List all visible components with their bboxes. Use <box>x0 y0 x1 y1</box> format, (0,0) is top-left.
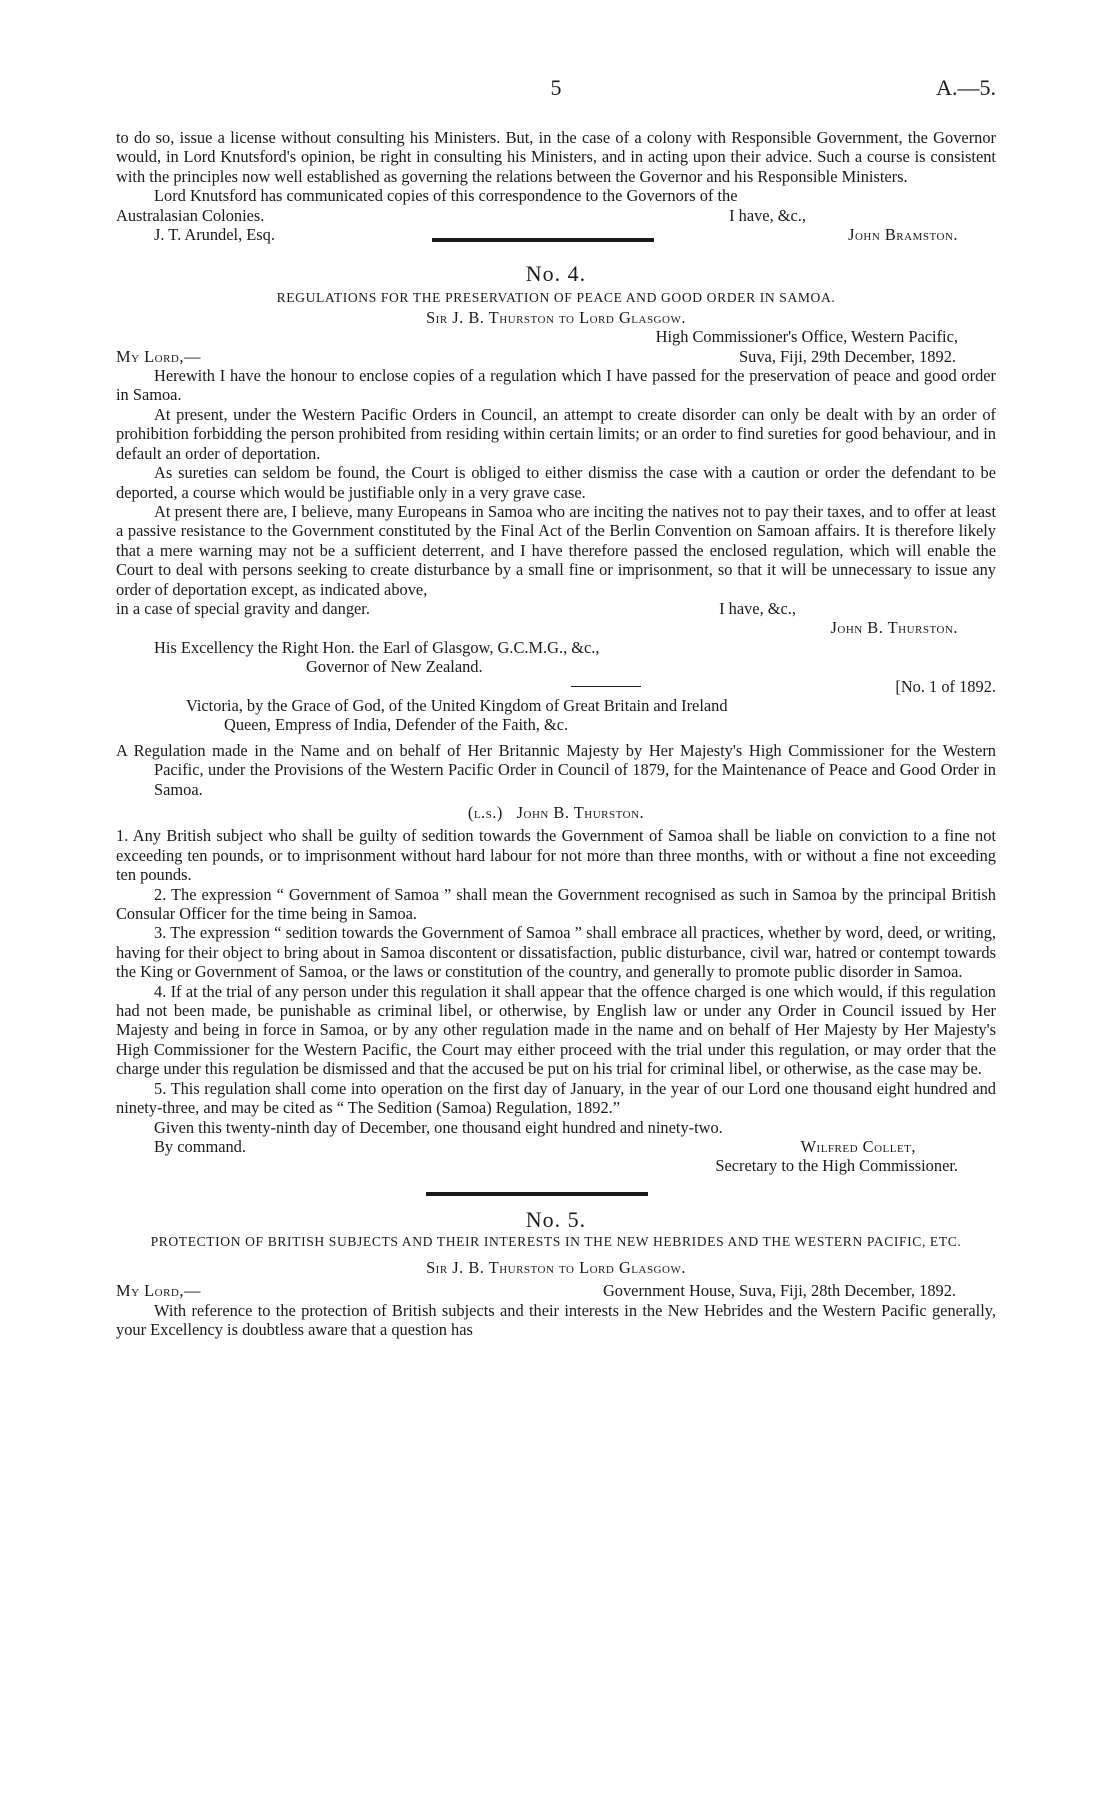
paragraph: As sureties can seldom be found, the Court is obliged to either dismiss the case with a caution or order the defendant to be deported, a course which would be justifiable only in a very grave case. <box>116 463 996 502</box>
signature-thurston: John B. Thurston. <box>830 618 958 638</box>
section-4-office: High Commissioner's Office, Western Pacific, <box>655 327 958 347</box>
regulation-intro: A Regulation made in the Name and on behalf of Her Britannic Majesty by Her Majesty's High Commissioner for the Western Pacific, under the Provisions of the Western Pacific Order in Council of 1879, for the Maintenance of Peace and Good Order in Samoa. <box>116 740 996 799</box>
enclosure-number: [No. 1 of 1892. <box>895 676 996 696</box>
enclosure-row <box>116 677 996 696</box>
given-line: Given this twenty-ninth day of December, one thousand eight hundred and ninety-two. <box>154 1117 723 1137</box>
signature-bramston: John Bramston. <box>848 225 958 245</box>
section-4-salutation-row <box>116 347 996 366</box>
section-4-number: No. 4. <box>525 261 587 287</box>
place-date: Suva, Fiji, 29th December, 1892. <box>739 346 956 366</box>
paragraph: At present there are, I believe, many Europeans in Samoa who are inciting the natives not to pay their taxes, and to offer at least a passive resistance to the Government constituted by the Final Act of the Berlin Convention on Samoan affairs. It is therefore likely that a mere warning may not be a sufficient deterrent, and I have therefore passed the enclosed regulation, which will enable the Court to deal with persons seeking to create disturbance by a small fine or imprisonment, so that it will be unnecessary to issue any order of deportation except, as indicated above, <box>116 501 996 599</box>
place-date: Government House, Suva, Fiji, 28th December, 1892. <box>602 1281 956 1301</box>
paragraph: With reference to the protection of British subjects and their interests in the New Hebrides and the Western Pacific generally, your Excellency is doubtless aware that a question has <box>116 1300 996 1339</box>
by-command: By command. <box>154 1136 246 1156</box>
victoria-line-1: Victoria, by the Grace of God, of the United Kingdom of Great Britain and Ireland <box>186 695 728 715</box>
salutation: My Lord,— <box>116 346 201 366</box>
signature-collet: Wilfred Collet, <box>800 1136 916 1156</box>
document-body <box>116 128 996 1339</box>
opening-paragraph: to do so, issue a license without consulting his Ministers. But, in the case of a colony with Responsible Government, the Governor would, in Lord Knutsford's opinion, be right in consulting his Ministers, and in acting upon their advice. Such a course is consistent with the principles now well established as governing the relations between the Governor and his Responsible Ministers. <box>116 128 996 186</box>
section-divider <box>432 238 654 242</box>
section-5-number: No. 5. <box>525 1206 587 1232</box>
clause: 3. The expression “ sedition towards the Government of Samoa ” shall embrace all practices, whether by word, deed, or writing, having for their object to bring about in Samoa discontent or dissatisfaction, public disturbance, civil war, hatred or contempt towards the King or Government of Samoa, or the laws or constitution of the country, and generally to promote public disorder in Samoa. <box>116 923 996 982</box>
salutation: My Lord,— <box>116 1281 201 1301</box>
command-row <box>116 1137 996 1156</box>
addressee-row <box>116 225 996 244</box>
paragraph: At present, under the Western Pacific Orders in Council, an attempt to create disorder can only be dealt with by an order of prohibition forbidding the person prohibited from residing within certain limits; or an order to find sureties for good behaviour, and in default an order of deportation. <box>116 404 996 463</box>
signer-title: Secretary to the High Commissioner. <box>715 1156 958 1176</box>
knutsford-line <box>116 186 996 205</box>
gravity-line: in a case of special gravity and danger. <box>116 598 370 618</box>
page-number: 5 <box>550 75 562 100</box>
section-4-from-to: Sir J. B. Thurston to Lord Glasgow. <box>426 307 686 327</box>
clause: 5. This regulation shall come into operation on the first day of January, in the year of our Lord one thousand eight hundred and ninety-three, and may be cited as “ The Sedition (Samoa) Regulation, 1892.” <box>116 1078 996 1118</box>
knutsford-text: Lord Knutsford has communicated copies of this correspondence to the Governors of the <box>154 186 738 206</box>
paragraph: Herewith I have the honour to enclose copies of a regulation which I have passed for the preservation of peace and good order in Samoa. <box>116 366 996 405</box>
clause: 2. The expression “ Government of Samoa ” shall mean the Government recognised as such in Samoa by the principal British Consular Officer for the time being in Samoa. <box>116 884 996 924</box>
clause: 1. Any British subject who shall be guilty of sedition towards the Government of Samoa shall be liable on conviction to a fine not exceeding ten pounds, or to imprisonment without hard labour for not more than three months, with or without a fine not exceeding ten pounds. <box>116 826 996 885</box>
victoria-line-2: Queen, Empress of India, Defender of the Faith, &c. <box>224 715 569 735</box>
colonies-text: Australasian Colonies. <box>116 205 265 225</box>
recipient-line-2: Governor of New Zealand. <box>306 657 483 677</box>
short-divider <box>571 686 641 687</box>
document-reference: A.—5. <box>936 75 996 100</box>
section-4-title: REGULATIONS FOR THE PRESERVATION OF PEACE AND GOOD ORDER IN SAMOA. <box>276 290 836 306</box>
page-header <box>116 75 996 102</box>
section-5-salutation-row <box>116 1281 996 1300</box>
clause: 4. If at the trial of any person under this regulation it shall appear that the offence charged is one which would, if this regulation had not been made, be punishable as criminal libel, or otherwise, by English law or under any Order in Council issued by Her Majesty and being in force in Samoa, or by any other regulation made in the name and on behalf of Her Majesty by Her Majesty's High Commissioner for the Western Pacific, the Court may either proceed with the trial under this regulation, or may order that the charge under this regulation be dismissed and that the accused be put on his trial for criminal libel, or otherwise, as the case may be. <box>116 981 996 1079</box>
colonies-closing-row <box>116 206 996 225</box>
gravity-closing-row <box>116 599 996 618</box>
recipient-line-1: His Excellency the Right Hon. the Earl of Glasgow, G.C.M.G., &c., <box>154 637 600 657</box>
section-5-title: PROTECTION OF BRITISH SUBJECTS AND THEIR INTERESTS IN THE NEW HEBRIDES AND THE WESTERN PACIFIC, ETC. <box>150 1233 962 1249</box>
seal-line: (l.s.) John B. Thurston. <box>467 803 645 822</box>
addressee: J. T. Arundel, Esq. <box>154 225 275 245</box>
closing-text: I have, &c., <box>719 598 796 618</box>
closing-text: I have, &c., <box>729 205 806 225</box>
section-5-from-to: Sir J. B. Thurston to Lord Glasgow. <box>426 1257 686 1277</box>
